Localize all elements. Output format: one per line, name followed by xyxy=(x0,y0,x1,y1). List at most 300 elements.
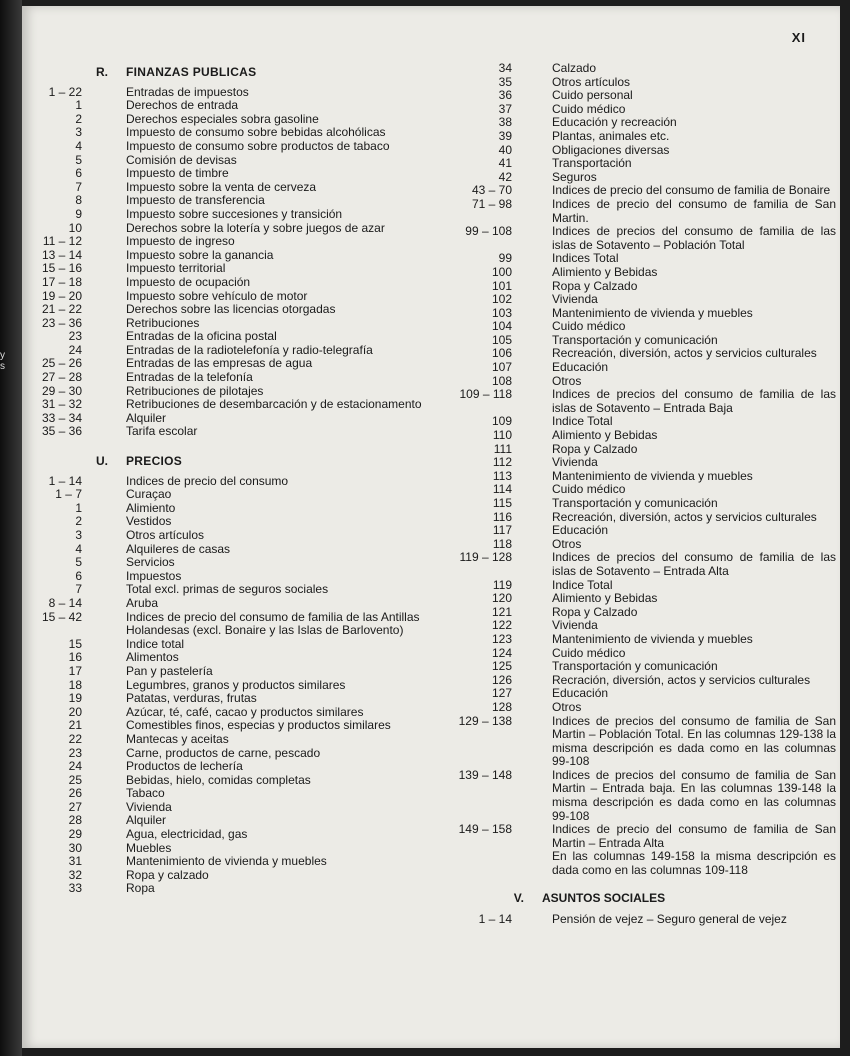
column-number: 19 xyxy=(68,691,82,706)
entry-row xyxy=(430,592,836,606)
previous-page-fragment xyxy=(0,350,5,372)
entry-description: En las columnas 149-158 la misma descripción es dada como en las columnas 109-118 xyxy=(552,849,836,878)
section-v xyxy=(430,892,836,927)
column-number: 15 xyxy=(68,636,82,651)
entry-row xyxy=(430,144,836,158)
entry-row xyxy=(430,361,836,375)
entry-description: Servicios xyxy=(126,555,175,570)
entry-description: Cuido médico xyxy=(552,482,626,497)
entry-description: Transportación xyxy=(552,156,632,171)
entry-row xyxy=(30,814,430,828)
column-number: 9 xyxy=(75,206,82,221)
page-number: XI xyxy=(791,30,806,45)
section-letter: V. xyxy=(513,890,524,905)
entry-row xyxy=(30,113,430,127)
entry-row xyxy=(430,619,836,633)
entry-row xyxy=(30,140,430,154)
entry-row xyxy=(30,86,430,100)
entry-row xyxy=(30,774,430,788)
entry-row xyxy=(30,583,430,597)
entry-row xyxy=(30,290,430,304)
column-number: 109 – 118 xyxy=(459,387,512,402)
column-number: 24 xyxy=(68,759,82,774)
entry-description: Muebles xyxy=(126,840,172,855)
column-number: 8 – 14 xyxy=(48,595,82,610)
entry-row xyxy=(30,692,430,706)
entry-row xyxy=(430,198,836,225)
entry-row xyxy=(30,787,430,801)
column-number: 17 – 18 xyxy=(41,274,82,289)
entry-description: Educación xyxy=(552,686,609,701)
column-number: 105 xyxy=(491,332,512,347)
column-number: 39 xyxy=(498,128,512,143)
entry-description: Otros xyxy=(552,373,582,388)
entry-row xyxy=(430,266,836,280)
entry-row xyxy=(430,76,836,90)
entry-description: Indices de precios del consumo de familia de las islas de Sotavento – Población Total xyxy=(552,224,836,252)
column-number: 1 – 7 xyxy=(55,487,82,502)
entry-description: Alimiento xyxy=(126,500,176,515)
entry-row xyxy=(430,130,836,144)
entry-description: Derechos sobre la lotería y sobre juegos de azar xyxy=(126,220,385,235)
entry-row xyxy=(430,429,836,443)
entry-description: Indices de precio del consumo de familia de Bonaire xyxy=(552,183,831,198)
entry-description: Transportación y comunicación xyxy=(552,332,718,347)
entry-row xyxy=(30,357,430,371)
column-number: 20 xyxy=(68,704,82,719)
column-number: 17 xyxy=(68,663,82,678)
section-title: FINANZAS PUBLICAS xyxy=(126,65,257,79)
column-number: 35 – 36 xyxy=(41,424,82,439)
entry-description: Impuesto sobre la venta de cerveza xyxy=(126,179,317,194)
entry-description: Impuesto sobre vehículo de motor xyxy=(126,288,308,303)
entry-description: Impuesto territorial xyxy=(126,261,226,276)
column-number: 33 – 34 xyxy=(41,410,82,425)
entry-description: Alimentos xyxy=(126,650,179,665)
column-number: 35 xyxy=(498,74,512,89)
entry-row xyxy=(30,385,430,399)
entry-description: Impuestos xyxy=(126,568,182,583)
entry-row xyxy=(30,330,430,344)
entry-description: Vivienda xyxy=(126,799,172,814)
entry-description: Indices de precios del consumo de familia de San Martin – Población Total. En las columnas 129-138 la misma descripción es dada como en las columnas 99-108 xyxy=(552,713,836,769)
left-column xyxy=(30,62,430,896)
entry-description: Cuido médico xyxy=(552,319,626,334)
entry-description: Indices Total xyxy=(552,251,619,266)
entry-description: Alimiento y Bebidas xyxy=(552,591,658,606)
entry-row xyxy=(430,850,836,877)
entry-row xyxy=(30,529,430,543)
entry-row xyxy=(430,701,836,715)
column-number: 31 – 32 xyxy=(41,397,82,412)
entry-description: Total excl. primas de seguros sociales xyxy=(126,582,329,597)
entry-description: Indices de precio del consumo de familia de San Martin – Entrada Alta xyxy=(552,822,836,850)
entry-description: Vivienda xyxy=(552,292,598,307)
section-title: PRECIOS xyxy=(126,454,183,469)
entry-row xyxy=(30,679,430,693)
entry-row xyxy=(430,280,836,294)
column-number: 125 xyxy=(491,659,512,674)
entry-description: Derechos especiales sobra gasoline xyxy=(126,111,319,126)
column-number: 149 – 158 xyxy=(458,822,512,837)
entry-row xyxy=(430,660,836,674)
entry-description: Indices de precio del consumo xyxy=(126,473,289,488)
entry-description: Cuido personal xyxy=(552,88,633,103)
column-number: 117 xyxy=(492,523,512,538)
entry-description: Impuesto de consumo sobre bebidas alcohólicas xyxy=(126,125,386,140)
entry-description: Indices de precio del consumo de familia de las Antillas Holandesas (excl. Bonaire y las Islas de Barlovento) xyxy=(126,609,420,638)
column-number: 115 xyxy=(492,496,512,510)
entry-description: Transportación y comunicación xyxy=(552,496,718,510)
column-number: 15 – 42 xyxy=(41,609,82,624)
column-number: 104 xyxy=(491,319,512,334)
entry-description: Retribuciones de pilotajes xyxy=(126,383,264,398)
entry-description: Alquiler xyxy=(126,813,167,828)
entry-description: Mantenimiento de vivienda y muebles xyxy=(552,468,753,483)
entry-description: Azúcar, té, café, cacao y productos similares xyxy=(126,704,364,719)
column-number: 7 xyxy=(75,179,82,194)
column-number: 118 xyxy=(492,536,512,551)
column-number: 4 xyxy=(75,541,82,556)
column-number: 24 xyxy=(68,342,82,357)
entry-description: Ropa y calzado xyxy=(126,867,209,882)
entry-row xyxy=(30,869,430,883)
entry-description: Entradas de la radiotelefonía y radio-telegrafía xyxy=(126,342,373,357)
entry-row xyxy=(30,475,430,489)
section-u-continued-list xyxy=(430,62,836,878)
entry-description: Ropa y Calzado xyxy=(552,278,638,293)
column-number: 128 xyxy=(491,699,512,714)
entry-description: Entradas de impuestos xyxy=(126,84,249,99)
section-u-list xyxy=(30,475,430,896)
column-number: 1 – 22 xyxy=(48,84,82,99)
column-number: 112 xyxy=(492,455,512,470)
entry-description: Indice Total xyxy=(552,577,613,592)
column-number: 11 – 12 xyxy=(42,234,82,249)
column-number: 36 xyxy=(498,88,512,103)
entry-row xyxy=(430,184,836,198)
entry-description: Impuesto de transferencia xyxy=(126,193,265,208)
column-number: 4 xyxy=(75,138,82,153)
entry-row xyxy=(30,515,430,529)
section-title: ASUNTOS SOCIALES xyxy=(542,890,666,905)
entry-description: Carne, productos de carne, pescado xyxy=(126,745,321,760)
entry-description: Derechos de entrada xyxy=(126,98,239,113)
entry-description: Indice Total xyxy=(552,414,613,429)
column-number: 43 – 70 xyxy=(471,183,512,198)
column-number: 21 xyxy=(68,718,82,733)
entry-description: Ropa xyxy=(126,881,155,896)
entry-description: Otros artículos xyxy=(552,74,631,89)
entry-row xyxy=(430,347,836,361)
entry-row xyxy=(30,733,430,747)
entry-description: Retribuciones xyxy=(126,315,200,330)
column-number: 31 xyxy=(68,854,82,869)
entry-row xyxy=(430,647,836,661)
column-number: 26 xyxy=(68,786,82,801)
entry-description: Alimiento y Bebidas xyxy=(552,264,658,279)
column-number: 34 xyxy=(498,61,512,75)
column-number: 108 xyxy=(491,373,512,388)
entry-description: Impuesto sobre la ganancia xyxy=(126,247,274,262)
column-number: 116 xyxy=(492,509,512,524)
entry-row xyxy=(30,760,430,774)
entry-row xyxy=(30,398,430,412)
entry-row xyxy=(30,597,430,611)
entry-row xyxy=(30,556,430,570)
entry-row xyxy=(430,823,836,850)
column-number: 71 – 98 xyxy=(471,196,512,211)
entry-description: Mantenimiento de vivienda y muebles xyxy=(552,305,753,320)
column-number: 21 – 22 xyxy=(41,302,82,317)
column-number: 25 – 26 xyxy=(41,356,82,371)
entry-description: Impuesto de consumo sobre productos de tabaco xyxy=(126,138,390,153)
entry-description: Otros xyxy=(552,536,582,551)
column-number: 1 – 14 xyxy=(478,912,512,927)
entry-row xyxy=(430,715,836,769)
column-number: 110 xyxy=(492,428,512,443)
entry-row xyxy=(430,456,836,470)
fragment-line: s xyxy=(0,361,5,372)
entry-description: Aruba xyxy=(126,595,159,610)
entry-description: Mantenimiento de vivienda y muebles xyxy=(552,631,753,646)
entry-row xyxy=(30,747,430,761)
column-number: 3 xyxy=(75,528,82,542)
column-number: 119 – 128 xyxy=(459,550,512,565)
entry-description: Alimiento y Bebidas xyxy=(552,428,658,443)
entry-description: Cuido médico xyxy=(552,101,626,116)
entry-row xyxy=(30,611,430,638)
column-number: 127 xyxy=(491,686,512,701)
section-letter: U. xyxy=(96,454,108,469)
entry-description: Bebidas, hielo, comidas completas xyxy=(126,772,311,787)
entry-row xyxy=(430,307,836,321)
column-number: 13 – 14 xyxy=(41,247,82,262)
entry-row xyxy=(430,116,836,130)
entry-description: Educación y recreación xyxy=(552,115,677,130)
column-number: 114 xyxy=(492,482,512,497)
column-number: 120 xyxy=(491,591,512,606)
entry-row xyxy=(30,303,430,317)
entry-row xyxy=(30,222,430,236)
entry-description: Otros xyxy=(552,699,582,714)
entry-row xyxy=(430,334,836,348)
entry-description: Pan y pastelería xyxy=(126,663,213,678)
entry-row xyxy=(430,375,836,389)
column-number: 6 xyxy=(75,568,82,583)
entry-description: Plantas, animales etc. xyxy=(552,128,670,143)
entry-row xyxy=(30,543,430,557)
entry-description: Indice total xyxy=(126,636,185,651)
column-number: 122 xyxy=(491,618,512,633)
entry-row xyxy=(430,551,836,578)
entry-row xyxy=(30,126,430,140)
section-r-list xyxy=(30,86,430,439)
entry-description: Patatas, verduras, frutas xyxy=(126,691,257,706)
section-r-header xyxy=(30,66,430,80)
entry-description: Impuesto de timbre xyxy=(126,166,229,181)
entry-description: Agua, electricidad, gas xyxy=(126,827,248,842)
entry-row xyxy=(430,483,836,497)
entry-row xyxy=(30,651,430,665)
column-number: 7 xyxy=(75,582,82,597)
entry-row xyxy=(430,89,836,103)
entry-row xyxy=(430,579,836,593)
column-number: 18 xyxy=(68,677,82,692)
entry-description: Vivienda xyxy=(552,455,598,470)
entry-row xyxy=(30,488,430,502)
document-page xyxy=(22,6,840,1048)
column-number: 41 xyxy=(498,156,512,171)
column-number: 25 xyxy=(68,772,82,787)
column-number: 10 xyxy=(68,220,82,235)
entry-row xyxy=(430,388,836,415)
entry-description: Transportación y comunicación xyxy=(552,659,718,674)
entry-row xyxy=(430,511,836,525)
column-number: 129 – 138 xyxy=(458,713,512,728)
entry-row xyxy=(430,293,836,307)
section-v-list xyxy=(430,913,836,927)
entry-row xyxy=(430,769,836,823)
column-number: 119 xyxy=(492,577,512,592)
column-number: 30 xyxy=(68,840,82,855)
entry-description: Indices de precios del consumo de familia de las islas de Sotavento – Entrada Baja xyxy=(552,387,836,415)
entry-row xyxy=(30,828,430,842)
entry-row xyxy=(30,194,430,208)
entry-description: Impuesto de ocupación xyxy=(126,274,251,289)
entry-row xyxy=(430,62,836,76)
entry-description: Ropa y Calzado xyxy=(552,604,638,619)
entry-description: Tabaco xyxy=(126,786,165,801)
entry-row xyxy=(30,154,430,168)
entry-row xyxy=(430,320,836,334)
column-number: 27 – 28 xyxy=(41,370,82,385)
column-number: 5 xyxy=(75,152,82,167)
column-number: 139 – 148 xyxy=(458,767,512,782)
column-number: 111 xyxy=(493,441,512,456)
entry-description: Tarifa escolar xyxy=(126,424,198,439)
column-number: 123 xyxy=(491,631,512,646)
column-number: 19 – 20 xyxy=(41,288,82,303)
column-number: 107 xyxy=(491,360,512,375)
column-number: 124 xyxy=(491,645,512,660)
entry-description: Obligaciones diversas xyxy=(552,142,670,157)
column-number xyxy=(430,850,512,877)
entry-row xyxy=(30,882,430,896)
entry-description: Cuido médico xyxy=(552,645,626,660)
column-number: 5 xyxy=(75,555,82,570)
column-number: 8 xyxy=(75,193,82,208)
entry-row xyxy=(30,502,430,516)
entry-description: Curaçao xyxy=(126,487,172,502)
entry-description: Alquiler xyxy=(126,410,167,425)
entry-row xyxy=(30,371,430,385)
entry-row xyxy=(30,249,430,263)
entry-row xyxy=(30,99,430,113)
column-number: 1 xyxy=(75,500,82,515)
column-number: 2 xyxy=(75,514,82,529)
entry-description: Legumbres, granos y productos similares xyxy=(126,677,346,692)
entry-description: Comisión de devisas xyxy=(126,152,237,167)
entry-row xyxy=(30,842,430,856)
entry-row xyxy=(430,524,836,538)
entry-row xyxy=(430,415,836,429)
entry-row xyxy=(430,633,836,647)
entry-row xyxy=(430,157,836,171)
column-number: 101 xyxy=(491,278,512,293)
entry-description: Recreación, diversión, actos y servicios culturales xyxy=(552,346,817,361)
entry-description: Productos de lechería xyxy=(126,759,243,774)
column-number: 100 xyxy=(491,264,512,279)
entry-row xyxy=(30,276,430,290)
entry-description: Derechos sobre las licencias otorgadas xyxy=(126,302,336,317)
entry-description: Mantecas y aceitas xyxy=(126,731,229,746)
entry-description: Indices de precio del consumo de familia de San Martin. xyxy=(552,196,836,225)
column-number: 40 xyxy=(498,142,512,157)
column-number: 42 xyxy=(498,169,512,184)
column-number: 27 xyxy=(68,799,82,814)
column-number: 109 xyxy=(491,414,512,429)
entry-description: Entradas de la oficina postal xyxy=(126,329,277,344)
entry-description: Indices de precios del consumo de familia de San Martin – Entrada baja. En las columnas 139-148 la misma descripción es dada como en las columnas 99-108 xyxy=(552,767,836,823)
entry-row xyxy=(430,674,836,688)
entry-description: Pensión de vejez – Seguro general de vejez xyxy=(552,912,787,927)
column-number: 126 xyxy=(491,672,512,687)
entry-row xyxy=(30,706,430,720)
column-number: 102 xyxy=(491,292,512,307)
column-number: 38 xyxy=(498,115,512,130)
column-number: 28 xyxy=(68,813,82,828)
entry-row xyxy=(30,344,430,358)
column-number: 121 xyxy=(491,604,512,619)
entry-row xyxy=(430,443,836,457)
column-number: 15 – 16 xyxy=(41,261,82,276)
column-number: 23 xyxy=(68,745,82,760)
column-number: 23 xyxy=(68,329,82,344)
entry-row xyxy=(30,262,430,276)
entry-row xyxy=(430,913,836,927)
book-spine xyxy=(0,0,22,1056)
column-number: 99 – 108 xyxy=(465,224,512,239)
column-number: 32 xyxy=(68,867,82,882)
fragment-line: y xyxy=(0,350,5,361)
entry-description: Entradas de las empresas de agua xyxy=(126,356,313,371)
column-number: 29 – 30 xyxy=(41,383,82,398)
entry-description: Entradas de la telefonía xyxy=(126,370,253,385)
entry-description: Alquileres de casas xyxy=(126,541,231,556)
entry-description: Vivienda xyxy=(552,618,598,633)
entry-row xyxy=(30,570,430,584)
entry-row xyxy=(430,252,836,266)
section-u xyxy=(30,455,430,896)
column-number: 6 xyxy=(75,166,82,181)
entry-row xyxy=(430,497,836,511)
entry-description: Impuesto de ingreso xyxy=(126,234,235,249)
column-number: 23 – 36 xyxy=(41,315,82,330)
entry-description: Educación xyxy=(552,523,609,538)
entry-row xyxy=(30,425,430,439)
entry-row xyxy=(30,235,430,249)
entry-description: Ropa y Calzado xyxy=(552,441,638,456)
column-number: 1 – 14 xyxy=(48,473,82,488)
entry-description: Otros artículos xyxy=(126,528,205,542)
column-number: 16 xyxy=(68,650,82,665)
entry-row xyxy=(30,855,430,869)
column-number: 99 xyxy=(498,251,512,266)
column-number: 29 xyxy=(68,827,82,842)
section-u-header xyxy=(30,455,430,469)
entry-row xyxy=(430,606,836,620)
